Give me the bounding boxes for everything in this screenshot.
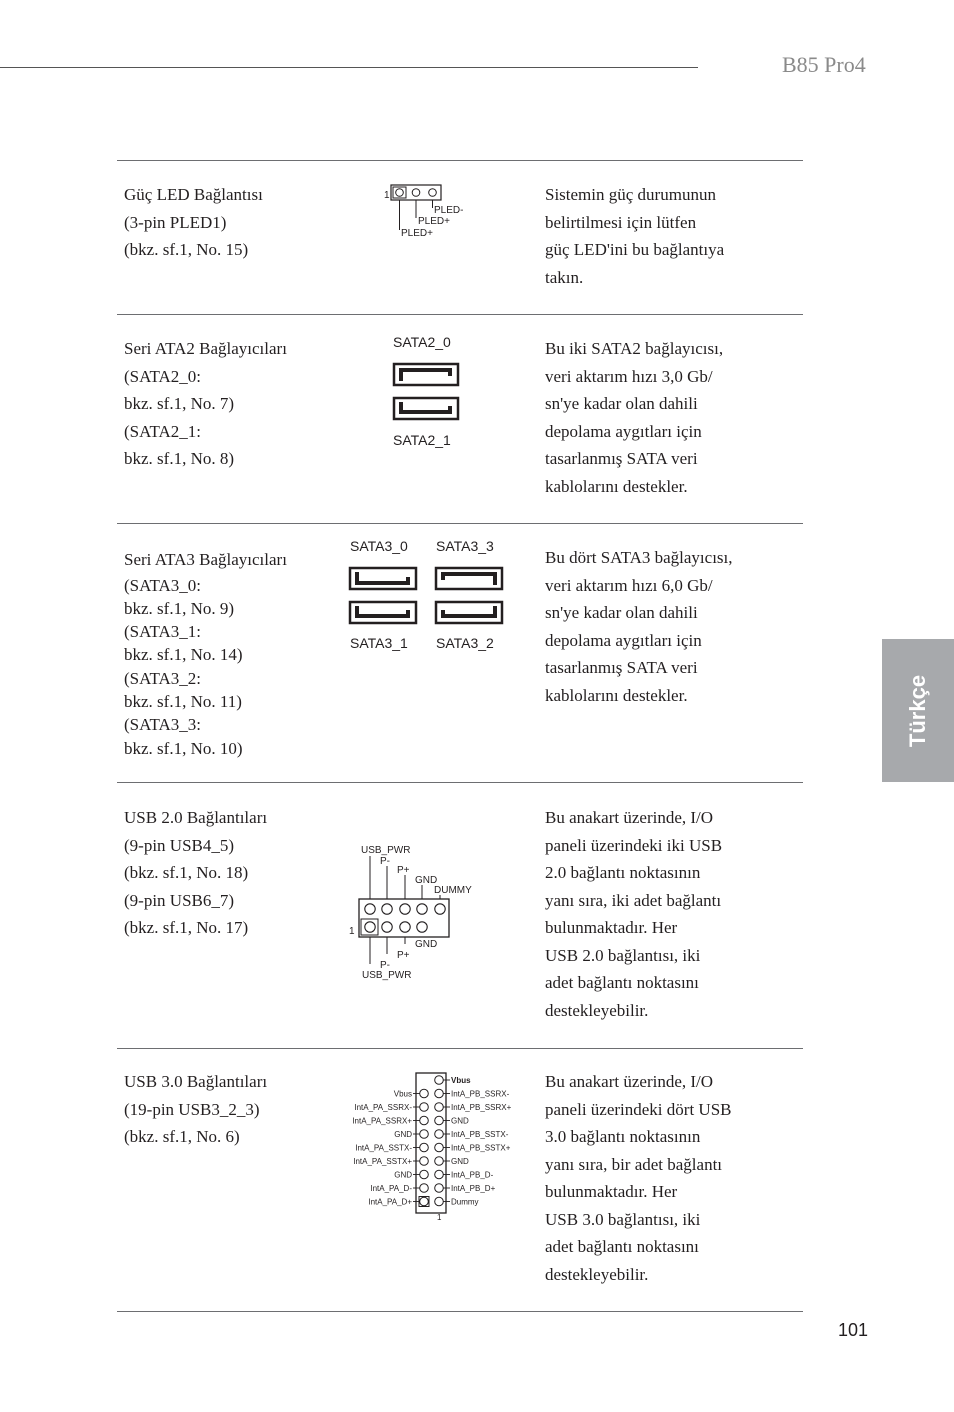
text-line: veri aktarım hızı 6,0 Gb/ [545,575,713,595]
text-line: depolama aygıtları için [545,630,702,650]
pin-label: IntA_PA_SSTX+ [353,1157,412,1166]
usb2-header-diagram [345,840,495,985]
pin-label: Dummy [451,1197,479,1207]
sata2-description [124,335,287,473]
pin-label: IntA_PA_SSRX+ [352,1116,412,1126]
text-line: (SATA2_1: [124,421,202,441]
sata3-3-label: SATA3_3 [436,538,494,554]
text-line: (9-pin USB4_5) [124,835,235,855]
text-line: güç LED'ini bu bağlantıya [545,240,725,259]
text-line: paneli üzerindeki iki USB [545,835,723,855]
pin-label: GND [415,875,438,886]
text-line: veri aktarım hızı 3,0 Gb/ [545,366,713,386]
pin-label: PLED+ [401,228,433,239]
page-number: 101 [838,1320,869,1340]
usb3-header-diagram [340,1070,530,1226]
sata3-2-label: SATA3_2 [436,635,494,651]
row-divider [117,1048,803,1049]
pin-label: GND [394,1130,412,1139]
text-line: bkz. sf.1, No. 10) [124,738,243,758]
text-line: destekleyebilir. [545,1000,649,1020]
sata-port [394,364,458,385]
text-line: (bkz. sf.1, No. 15) [124,240,249,259]
pin-label: P- [380,960,390,971]
pin-label: USB_PWR [362,970,412,981]
sata-port [436,568,502,589]
pin-label: P+ [397,950,410,961]
pin1-label: 1 [384,190,390,201]
text-line: takın. [545,267,584,287]
pled-header-diagram [380,180,490,242]
text-line: (SATA3_1: [124,622,202,642]
text-line: destekleyebilir. [545,1264,649,1284]
text-line: USB 2.0 bağlantısı, iki [545,945,701,965]
pin-label: GND [451,1157,469,1166]
text-line: (bkz. sf.1, No. 18) [124,863,249,882]
pled-description [124,181,263,264]
language-tab [882,639,954,782]
usb3-explanation [545,1068,732,1288]
text-line: yanı sıra, iki adet bağlantı [545,890,722,910]
text-line: sn'ye kadar olan dahili [545,603,698,622]
model-name: B85 Pro4 [782,52,866,77]
text-line: sn'ye kadar olan dahili [545,394,698,413]
text-line: (9-pin USB6_7) [124,890,235,910]
text-line: USB 3.0 Bağlantıları [124,1072,268,1091]
text-line: adet bağlantı noktasını [545,1237,699,1256]
usb3-description [124,1068,267,1151]
text-line: (19-pin USB3_2_3) [124,1099,260,1119]
text-line: kablolarını destekler. [545,685,688,705]
pin-label: IntA_PB_SSRX- [451,1089,510,1099]
text-line: bulunmaktadır. Her [545,918,678,937]
pin-label: IntA_PB_D- [451,1170,494,1180]
sata2-1-label: SATA2_1 [393,432,451,448]
text-line: Bu anakart üzerinde, I/O [545,808,714,827]
pin-label: GND [415,939,438,950]
pin-label: GND [394,1170,412,1180]
text-line: Bu anakart üzerinde, I/O [545,1072,714,1091]
pin-label: PLED+ [418,216,450,227]
text-line: (SATA3_2: [124,668,202,688]
pin-label: IntA_PB_D+ [451,1184,496,1193]
pin-label: IntA_PA_D- [370,1184,412,1193]
language-tab-label: Türkçe [905,674,930,747]
sata2-explanation [545,335,723,500]
pin-label: IntA_PB_SSRX+ [451,1103,512,1112]
pin-label: IntA_PA_SSRX- [354,1103,412,1112]
pin-label: GND [451,1116,469,1126]
text-line: tasarlanmış SATA veri [545,658,698,677]
pin-label: IntA_PB_SSTX- [451,1130,509,1139]
sata-port [350,568,416,589]
text-line: (3-pin PLED1) [124,212,227,232]
text-line: belirtilmesi için lütfen [545,212,697,232]
pin-label: P+ [397,865,410,876]
text-line: adet bağlantı noktasını [545,973,699,992]
row-divider [117,160,803,161]
sata3-explanation [545,544,733,709]
pin-label: DUMMY [434,885,472,896]
text-line: (SATA2_0: [124,366,202,386]
text-line: (SATA3_3: [124,715,202,735]
header-rule [0,67,698,68]
text-line: USB 2.0 Bağlantıları [124,808,268,827]
sata3-1-label: SATA3_1 [350,635,408,651]
sata-port [350,602,416,623]
row-divider [117,1311,803,1312]
row-divider [117,523,803,524]
sata2-connectors [392,362,462,422]
sata3-description [124,546,287,760]
text-line: (SATA3_0: [124,575,202,595]
text-line: Seri ATA3 Bağlayıcıları [124,550,287,569]
text-line: (bkz. sf.1, No. 17) [124,918,249,937]
text-line: bkz. sf.1, No. 8) [124,449,235,468]
text-line: yanı sıra, bir adet bağlantı [545,1154,723,1174]
text-line: 2.0 bağlantı noktasının [545,863,701,882]
pin-label: P- [380,856,390,867]
text-line: USB 3.0 bağlantısı, iki [545,1209,701,1229]
text-line: depolama aygıtları için [545,421,702,441]
pin-label: Vbus [393,1089,412,1099]
sata2-0-label: SATA2_0 [393,334,451,350]
pin-label: IntA_PB_SSTX+ [451,1143,511,1153]
text-line: bkz. sf.1, No. 9) [124,598,235,618]
sata-port [394,398,458,419]
pin-label: IntA_PA_D+ [368,1197,412,1207]
pin-label: PLED- [434,205,464,216]
text-line: bkz. sf.1, No. 14) [124,645,243,665]
text-line: paneli üzerindeki dört USB [545,1099,732,1119]
row-divider [117,782,803,783]
pin-label: Vbus [451,1076,471,1085]
text-line: Seri ATA2 Bağlayıcıları [124,339,287,358]
text-line: (bkz. sf.1, No. 6) [124,1127,240,1146]
text-line: bulunmaktadır. Her [545,1182,678,1201]
sata3-connectors [348,566,506,626]
text-line: Güç LED Bağlantısı [124,185,263,204]
pin1-label: 1 [437,1213,442,1222]
usb2-explanation [545,804,722,1024]
text-line: 3.0 bağlantı noktasının [545,1127,701,1146]
usb2-description [124,804,267,942]
pin1-label: 1 [349,926,355,937]
text-line: Bu dört SATA3 bağlayıcısı, [545,548,733,567]
text-line: Bu iki SATA2 bağlayıcısı, [545,339,724,358]
row-divider [117,314,803,315]
pin-label: USB_PWR [361,845,411,856]
text-line: bkz. sf.1, No. 11) [124,691,242,711]
text-line: kablolarını destekler. [545,476,688,496]
text-line: Sistemin güç durumunun [545,185,716,204]
sata3-0-label: SATA3_0 [350,538,408,554]
pled-explanation [545,181,724,291]
sata-port [436,602,502,623]
pin-label: IntA_PA_SSTX- [355,1143,412,1153]
text-line: tasarlanmış SATA veri [545,449,698,468]
text-line: bkz. sf.1, No. 7) [124,394,235,413]
